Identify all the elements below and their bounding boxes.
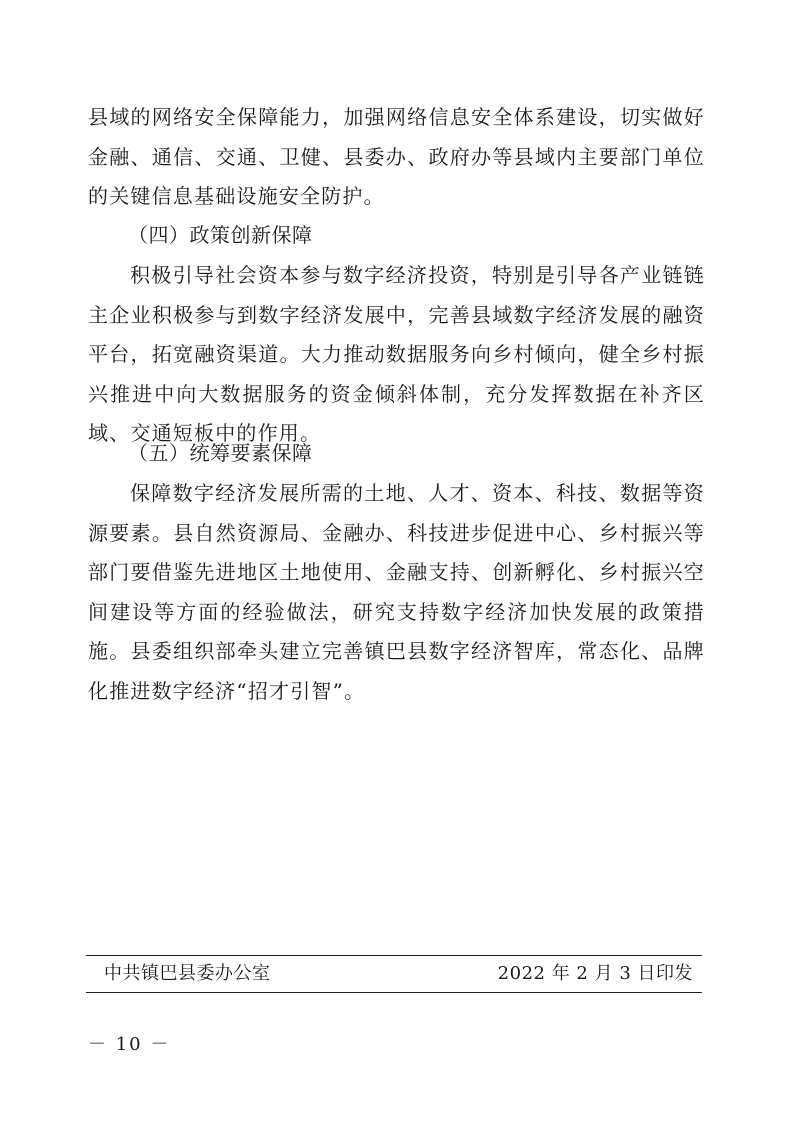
section-heading-factor-coordination: （五）统筹要素保障 [128,441,313,465]
footer-top-rule [86,955,702,956]
footer-issuer: 中共镇巴县委办公室 [104,963,271,984]
paragraph-factor-coordination: 保障数字经济发展所需的土地、人才、资本、科技、数据等资源要素。县自然资源局、金融办、科技进步促进中心、乡村振兴等部门要借鉴先进地区土地使用、金融支持、创新孵化、乡村振兴空间建设等方面的经验做法，研究支持数字经济加快发展的政策措施。县委组织部牵头建立完善镇巴县数字经济智库，常态化、品牌化推进数字经济“招才引智”。 [88,481,705,703]
paragraph-continued: 县域的网络安全保障能力，加强网络信息安全体系建设，切实做好金融、通信、交通、卫健、县委办、政府办等县域内主要部门单位的关键信息基础设施安全防护。 [88,105,705,209]
footer-bottom-rule [86,992,702,993]
paragraph-policy-innovation: 积极引导社会资本参与数字经济投资，特别是引导各产业链链主企业积极参与到数字经济发展中，完善县域数字经济发展的融资平台，拓宽融资渠道。大力推动数据服务向乡村倾向，健全乡村振兴推进中向大数据服务的资金倾斜体制，充分发挥数据在补齐区域、交通短板中的作用。 [88,263,705,446]
footer-issue-date: 2022 年 2 月 3 日印发 [497,963,693,984]
page-number: － 10 － [88,1034,171,1055]
section-heading-policy-innovation: （四）政策创新保障 [128,223,313,247]
